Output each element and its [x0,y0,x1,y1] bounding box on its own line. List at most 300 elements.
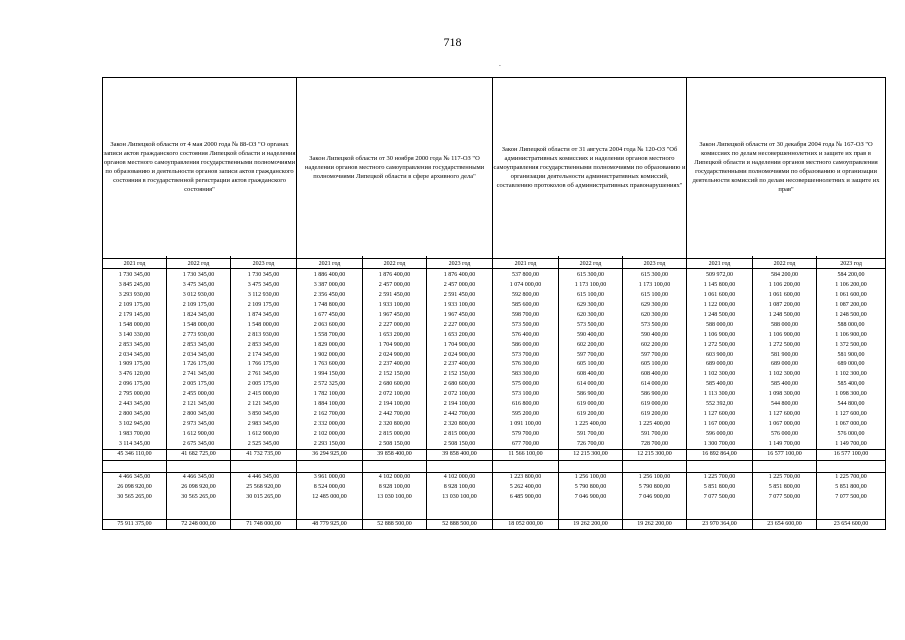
table-row [103,380,886,390]
table-row [103,320,886,330]
table-cell: 602 200,00 [559,340,623,350]
table-cell: 30 565 265,00 [103,493,167,503]
year-header-cell: 2021 год [493,259,559,269]
table-cell: 2 102 000,00 [297,429,363,439]
table-cell: 581 900,00 [753,350,817,360]
table-cell: 1 967 450,00 [363,311,427,321]
table-cell: 585 400,00 [753,380,817,390]
table-cell: 2 320 800,00 [363,419,427,429]
table-cell: 576 400,00 [493,330,559,340]
table-cell: 2 109 175,00 [231,301,297,311]
table-cell: 3 114 345,00 [103,439,167,449]
law-header-167: Закон Липецкой области от 30 декабря 2004 года № 167-ОЗ "О комиссиях по делам несовершеннолетних и защите их прав в Липецкой области и наделении органов местного самоуправления государственными полномочиями по образованию и организации деятельности комиссий по делам несовершеннолетних и защите их прав" [687,78,886,257]
total-row [103,450,886,461]
table-cell: 603 900,00 [687,350,753,360]
table-cell: 2 237 400,00 [427,360,493,370]
table-row [103,340,886,350]
table-cell: 2 508 150,00 [427,439,493,449]
table-cell: 2 174 345,00 [231,350,297,360]
table-cell: 1 098 300,00 [753,390,817,400]
table-cell: 614 000,00 [623,380,687,390]
table-cell: 1 149 700,00 [753,439,817,449]
table-cell: 1 087 200,00 [817,301,886,311]
law-header-120: Закон Липецкой области от 31 августа 2004 года № 120-ОЗ "Об административных комиссиях и наделении органов местного самоуправления государственными полномочиями по образованию и организации деятельности административных комиссий, составлению протоколов об административных правонарушениях" [493,78,687,257]
table-cell: 2 591 450,00 [363,291,427,301]
table-cell: 583 300,00 [493,370,559,380]
table-cell: 4 446 345,00 [231,472,297,482]
table-cell: 4 102 000,00 [427,472,493,482]
table-cell: 1 102 300,00 [753,370,817,380]
table-cell: 1 612 900,00 [231,429,297,439]
table-cell: 11 566 100,00 [493,450,559,461]
table-cell: 1 548 000,00 [167,320,231,330]
year-header-cell: 2023 год [427,259,493,269]
table-cell: 2 800 345,00 [167,409,231,419]
year-header-cell: 2021 год [103,259,167,269]
table-cell: 1 730 345,00 [103,271,167,281]
table-cell: 1 902 000,00 [297,350,363,360]
table-cell: 41 682 725,00 [167,450,231,461]
table-cell: 1 909 175,00 [103,360,167,370]
table-cell: 2 457 000,00 [427,281,493,291]
table-cell: 2 675 345,00 [167,439,231,449]
table-cell: 2 525 345,00 [231,439,297,449]
table-cell: 2 815 000,00 [363,429,427,439]
table-cell: 1 149 700,00 [817,439,886,449]
table-cell: 1 829 000,00 [297,340,363,350]
table-cell: 586 900,00 [559,390,623,400]
table-cell: 1 876 400,00 [363,271,427,281]
table-cell: 2 853 345,00 [103,340,167,350]
table-cell: 602 200,00 [623,340,687,350]
table-cell: 1 067 000,00 [817,419,886,429]
table-row [103,301,886,311]
table-cell: 1 173 100,00 [559,281,623,291]
table-cell: 2 096 175,00 [103,380,167,390]
table-cell: 1 091 100,00 [493,419,559,429]
table-cell: 620 300,00 [559,311,623,321]
table-cell: 2 024 900,00 [427,350,493,360]
table-row [103,271,886,281]
table-row [103,390,886,400]
table-cell: 71 748 000,00 [231,519,297,530]
table-cell: 1 612 900,00 [167,429,231,439]
table-cell: 591 700,00 [559,429,623,439]
table-cell: 41 732 735,00 [231,450,297,461]
table-cell: 1 098 300,00 [817,390,886,400]
table-cell: 2 457 000,00 [363,281,427,291]
table-cell: 1 763 600,00 [297,360,363,370]
year-header-cell: 2023 год [817,259,886,269]
table-cell: 1 300 700,00 [687,439,753,449]
table-cell: 1 548 000,00 [231,320,297,330]
table-cell: 1 127 600,00 [817,409,886,419]
table-cell: 595 200,00 [493,409,559,419]
year-header-cell: 2022 год [167,259,231,269]
table-cell: 3 387 000,00 [297,281,363,291]
table-cell: 575 000,00 [493,380,559,390]
table-cell: 13 030 100,00 [363,493,427,503]
table-cell: 629 300,00 [623,301,687,311]
table-cell: 1 067 000,00 [753,419,817,429]
table-row [103,350,886,360]
table-cell: 608 400,00 [623,370,687,380]
table-cell: 615 300,00 [559,271,623,281]
table-cell: 2 773 930,00 [167,330,231,340]
table-cell: 3 850 345,00 [231,409,297,419]
table-cell: 629 300,00 [559,301,623,311]
table-cell: 2 680 600,00 [363,380,427,390]
table-cell: 2 152 150,00 [363,370,427,380]
table-cell: 1 766 175,00 [231,360,297,370]
table-cell: 1 994 150,00 [297,370,363,380]
table-cell: 1 102 300,00 [687,370,753,380]
table-cell: 1 106 900,00 [817,330,886,340]
table-cell: 581 900,00 [817,350,886,360]
table-cell: 1 106 900,00 [687,330,753,340]
table-cell: 1 106 200,00 [753,281,817,291]
table-row [103,311,886,321]
table-cell: 7 077 500,00 [687,493,753,503]
table-row [103,439,886,449]
table-cell: 1 983 700,00 [103,429,167,439]
table-cell: 39 858 400,00 [427,450,493,461]
table-cell: 7 077 500,00 [817,493,886,503]
table-cell: 2 072 100,00 [427,390,493,400]
table-cell: 2 332 000,00 [297,419,363,429]
table-cell: 7 046 900,00 [559,493,623,503]
table-cell: 2 741 345,00 [167,370,231,380]
table-cell: 2 194 100,00 [427,400,493,410]
table-cell: 30 015 265,00 [231,493,297,503]
section-gap [103,460,886,472]
table-cell: 2 194 100,00 [363,400,427,410]
table-cell: 8 928 100,00 [363,483,427,493]
table-cell: 2 761 345,00 [231,370,297,380]
table-cell: 36 294 925,00 [297,450,363,461]
table-cell: 2 442 700,00 [363,409,427,419]
table-cell: 2 162 700,00 [297,409,363,419]
table-cell: 2 005 175,00 [167,380,231,390]
table-cell: 1 225 700,00 [753,472,817,482]
table-cell: 3 845 245,00 [103,281,167,291]
table-cell: 1 704 900,00 [427,340,493,350]
table-cell: 1 372 500,00 [817,340,886,350]
table-cell: 579 700,00 [493,429,559,439]
table-cell: 619 200,00 [623,409,687,419]
table-cell: 1 886 400,00 [297,271,363,281]
table-row [103,472,886,482]
table-cell: 2 508 150,00 [363,439,427,449]
table-cell: 619 000,00 [559,400,623,410]
table-cell: 2 415 000,00 [231,390,297,400]
table-cell: 45 346 110,00 [103,450,167,461]
table-cell: 30 565 265,00 [167,493,231,503]
table-cell: 2 024 900,00 [363,350,427,360]
table-row [103,483,886,493]
table-cell: 12 485 000,00 [297,493,363,503]
table-cell: 1 933 100,00 [427,301,493,311]
table-row [103,419,886,429]
table-cell: 12 215 300,00 [623,450,687,461]
table-cell: 619 000,00 [623,400,687,410]
table-cell: 2 572 325,00 [297,380,363,390]
table-cell: 2 973 345,00 [167,419,231,429]
table-cell: 1 225 700,00 [687,472,753,482]
table-cell: 588 000,00 [687,320,753,330]
table-cell: 1 653 200,00 [427,330,493,340]
table-cell: 1 225 400,00 [559,419,623,429]
table-cell: 5 851 800,00 [687,483,753,493]
table-cell: 586 900,00 [623,390,687,400]
year-header-cell: 2021 год [687,259,753,269]
table-cell: 2 237 400,00 [363,360,427,370]
table-cell: 5 790 800,00 [559,483,623,493]
table-cell: 614 000,00 [559,380,623,390]
table-cell: 728 700,00 [623,439,687,449]
table-cell: 1 106 900,00 [753,330,817,340]
table-cell: 3 012 930,00 [167,291,231,301]
table-cell: 52 888 500,00 [427,519,493,530]
year-header-cell: 2023 год [231,259,297,269]
table-cell: 1 653 200,00 [363,330,427,340]
table-cell: 3 475 345,00 [167,281,231,291]
table-cell: 1 225 700,00 [817,472,886,482]
table-cell: 585 600,00 [493,301,559,311]
table-cell: 5 262 400,00 [493,483,559,493]
table-cell: 3 961 000,00 [297,472,363,482]
table-cell: 1 173 100,00 [623,281,687,291]
table-cell: 1 730 345,00 [231,271,297,281]
table-cell: 12 215 300,00 [559,450,623,461]
year-header-cell: 2022 год [559,259,623,269]
table-cell: 1 884 100,00 [297,400,363,410]
table-cell: 2 152 150,00 [427,370,493,380]
table-row [103,493,886,503]
table-cell: 2 063 600,00 [297,320,363,330]
table-cell: 1 167 000,00 [687,419,753,429]
table-cell: 25 568 920,00 [231,483,297,493]
table-cell: 3 293 930,00 [103,291,167,301]
table-cell: 1 726 175,00 [167,360,231,370]
table-cell: 677 700,00 [493,439,559,449]
table-cell: 576 000,00 [817,429,886,439]
table-cell: 7 077 500,00 [753,493,817,503]
table-row [103,360,886,370]
table-cell: 3 140 330,00 [103,330,167,340]
table-cell: 620 300,00 [623,311,687,321]
table-cell: 1 106 200,00 [817,281,886,291]
table-cell: 586 000,00 [493,340,559,350]
table-cell: 2 109 175,00 [103,301,167,311]
section-gap [103,503,886,520]
table-cell: 1 874 345,00 [231,311,297,321]
table-cell: 72 248 000,00 [167,519,231,530]
table-cell: 2 005 175,00 [231,380,297,390]
table-cell: 1 225 400,00 [623,419,687,429]
table-cell: 1 248 500,00 [753,311,817,321]
table-cell: 615 100,00 [559,291,623,301]
table-cell: 608 400,00 [559,370,623,380]
table-cell: 1 074 000,00 [493,281,559,291]
law-header-88: Закон Липецкой области от 4 мая 2000 года № 88-ОЗ "О органах записи актов гражданского состояния Липецкой области и наделения органов местного самоуправления государственными полномочиями по образованию и деятельности органов записи актов гражданского состояния в государственной регистрации актов гражданского состояния" [103,78,297,257]
table-cell: 8 928 100,00 [427,483,493,493]
table-cell: 537 800,00 [493,271,559,281]
table-cell: 26 098 920,00 [167,483,231,493]
table-cell: 2 356 450,00 [297,291,363,301]
table-cell: 2 121 345,00 [231,400,297,410]
table-cell: 1 248 500,00 [687,311,753,321]
table-cell: 1 061 600,00 [817,291,886,301]
table-cell: 689 000,00 [687,360,753,370]
table-cell: 1 248 500,00 [817,311,886,321]
table-cell: 75 911 375,00 [103,519,167,530]
table-cell: 2 179 145,00 [103,311,167,321]
table-cell: 3 102 945,00 [103,419,167,429]
table-cell: 1 782 100,00 [297,390,363,400]
year-header-cell: 2023 год [623,259,687,269]
table-cell: 573 500,00 [493,320,559,330]
table-cell: 16 577 100,00 [817,450,886,461]
table-row [103,370,886,380]
table-cell: 1 272 500,00 [753,340,817,350]
table-cell: 689 000,00 [817,360,886,370]
table-cell: 552 392,00 [687,400,753,410]
table-cell: 2 815 000,00 [427,429,493,439]
table-cell: 3 476 120,00 [103,370,167,380]
table-cell: 1 272 500,00 [687,340,753,350]
table-cell: 544 800,00 [817,400,886,410]
table-cell: 616 800,00 [493,400,559,410]
table-cell: 1 102 300,00 [817,370,886,380]
table-cell: 7 046 900,00 [623,493,687,503]
table-cell: 588 000,00 [753,320,817,330]
table-cell: 1 145 800,00 [687,281,753,291]
table-cell: 2 455 000,00 [167,390,231,400]
table-cell: 2 109 175,00 [167,301,231,311]
table-cell: 1 558 700,00 [297,330,363,340]
table-cell: 13 030 100,00 [427,493,493,503]
table-cell: 1 748 800,00 [297,301,363,311]
table-cell: 4 466 345,00 [103,472,167,482]
table-cell: 590 400,00 [623,330,687,340]
table-cell: 1 223 800,00 [493,472,559,482]
table-cell: 5 851 800,00 [753,483,817,493]
table-cell: 1 876 400,00 [427,271,493,281]
table-cell: 3 475 345,00 [231,281,297,291]
table-cell: 23 970 364,00 [687,519,753,530]
table-cell: 605 100,00 [559,360,623,370]
table-cell: 2 680 600,00 [427,380,493,390]
table-row [103,291,886,301]
table-cell: 2 800 345,00 [103,409,167,419]
table-cell: 1 127 600,00 [753,409,817,419]
table-cell: 18 052 000,00 [493,519,559,530]
table-cell: 726 700,00 [559,439,623,449]
table-cell: 590 400,00 [559,330,623,340]
table-cell: 2 293 150,00 [297,439,363,449]
table-cell: 588 000,00 [817,320,886,330]
table-cell: 598 700,00 [493,311,559,321]
table-cell: 1 548 000,00 [103,320,167,330]
table-cell: 1 113 300,00 [687,390,753,400]
page-number: 718 [443,35,462,49]
table-cell: 585 400,00 [687,380,753,390]
budget-table [102,77,886,530]
table-cell: 5 790 800,00 [623,483,687,493]
law-header-row [103,78,886,257]
year-header-cell: 2021 год [297,259,363,269]
table-cell: 1 061 600,00 [753,291,817,301]
table-cell: 23 654 600,00 [753,519,817,530]
table-cell: 509 972,00 [687,271,753,281]
year-header-cell: 2022 год [753,259,817,269]
table-cell: 16 892 864,00 [687,450,753,461]
table-cell: 591 700,00 [623,429,687,439]
table-cell: 615 100,00 [623,291,687,301]
table-cell: 8 524 000,00 [297,483,363,493]
table-cell: 2 591 450,00 [427,291,493,301]
table-cell: 619 200,00 [559,409,623,419]
table-cell: 2 813 930,00 [231,330,297,340]
table-cell: 6 485 900,00 [493,493,559,503]
law-header-117: Закон Липецкой области от 30 ноября 2000 года № 117-ОЗ "О наделении органов местного самоуправления государственными полномочиями Липецкой области в сфере архивного дела" [297,78,493,257]
table-cell: 2 227 000,00 [427,320,493,330]
table-row [103,429,886,439]
table-cell: 2 443 345,00 [103,400,167,410]
table-cell: 584 200,00 [817,271,886,281]
table-cell: 2 320 800,00 [427,419,493,429]
table-cell: 585 400,00 [817,380,886,390]
table-cell: 19 262 200,00 [559,519,623,530]
table-cell: 573 500,00 [623,320,687,330]
table-cell: 1 824 345,00 [167,311,231,321]
table-cell: 584 200,00 [753,271,817,281]
table-cell: 1 730 345,00 [167,271,231,281]
grand-total-row [103,519,886,530]
table-cell: 1 061 600,00 [687,291,753,301]
table-cell: 1 256 100,00 [559,472,623,482]
table-row [103,281,886,291]
table-cell: 1 256 100,00 [623,472,687,482]
year-header-cell: 2022 год [363,259,427,269]
table-row [103,400,886,410]
table-cell: 1 967 450,00 [427,311,493,321]
table-cell: 48 779 925,00 [297,519,363,530]
table-cell: 597 700,00 [559,350,623,360]
dot-mark: · [499,63,501,70]
year-header-row [103,259,886,269]
table-cell: 2 795 000,00 [103,390,167,400]
table-row [103,409,886,419]
table-cell: 52 888 500,00 [363,519,427,530]
table-cell: 576 000,00 [753,429,817,439]
table-cell: 16 577 100,00 [753,450,817,461]
table-cell: 2 442 700,00 [427,409,493,419]
table-cell: 605 100,00 [623,360,687,370]
table-row [103,330,886,340]
table-cell: 23 654 600,00 [817,519,886,530]
table-cell: 1 677 450,00 [297,311,363,321]
table-cell: 19 262 200,00 [623,519,687,530]
table-cell: 1 087 200,00 [753,301,817,311]
table-cell: 573 700,00 [493,350,559,360]
table-cell: 1 704 900,00 [363,340,427,350]
table-cell: 597 700,00 [623,350,687,360]
table-cell: 2 983 345,00 [231,419,297,429]
table-cell: 592 800,00 [493,291,559,301]
table-cell: 26 098 920,00 [103,483,167,493]
